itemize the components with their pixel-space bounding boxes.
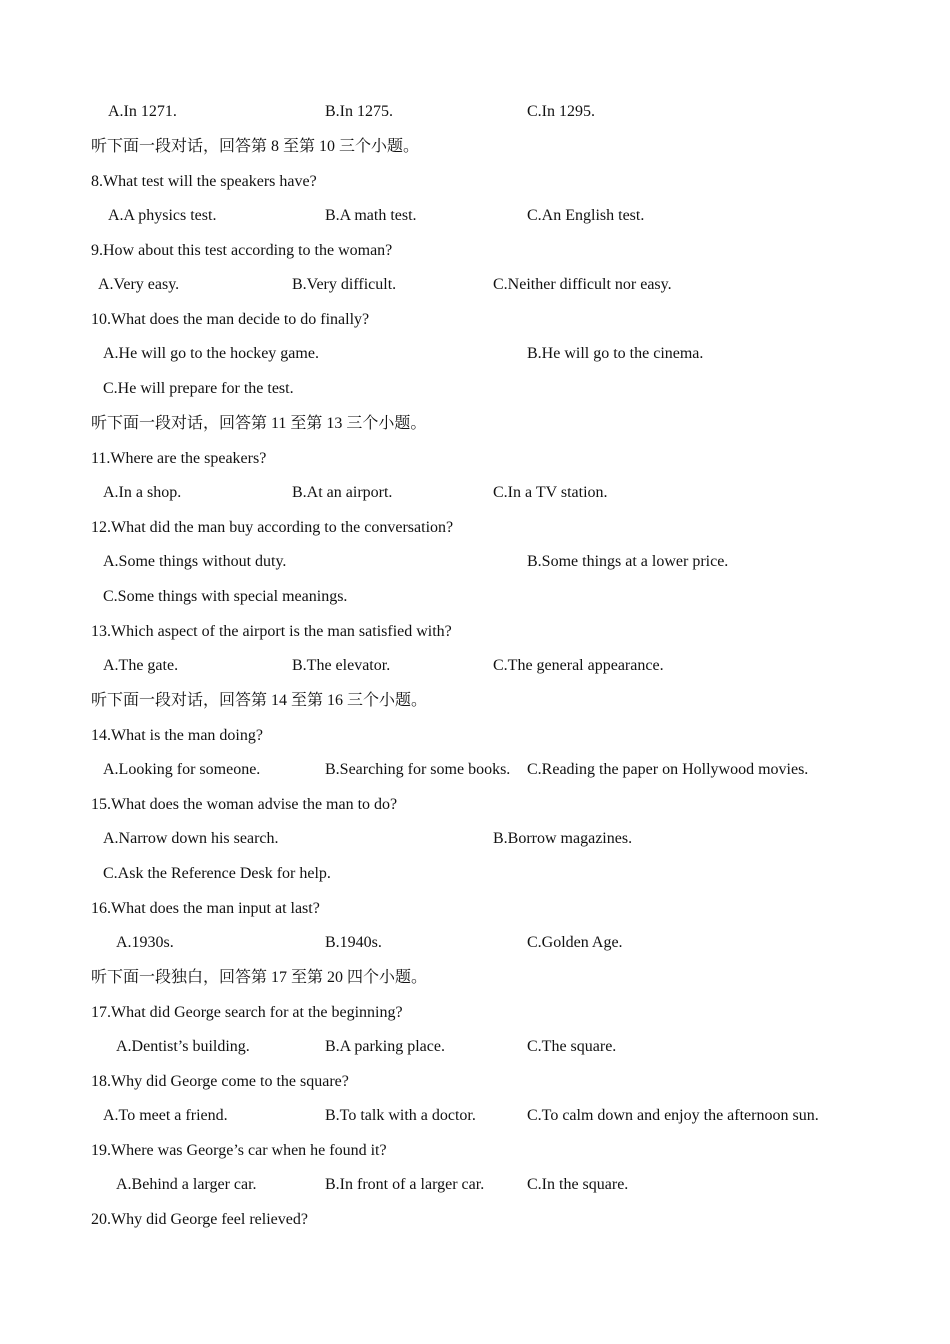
q7-option-a: A.In 1271.	[108, 103, 177, 120]
q15-option-a: A.Narrow down his search.	[103, 830, 279, 847]
question-11: 11.Where are the speakers?	[91, 450, 267, 467]
q16-option-a: A.1930s.	[116, 934, 174, 951]
question-19: 19.Where was George’s car when he found it?	[91, 1142, 387, 1159]
question-8: 8.What test will the speakers have?	[91, 173, 317, 190]
question-17: 17.What did George search for at the beginning?	[91, 1004, 403, 1021]
section-instruction-14-16: 听下面一段对话，回答第 14 至第 16 三个小题。	[91, 692, 428, 709]
q12-option-c: C.Some things with special meanings.	[103, 588, 348, 605]
q15-option-b: B.Borrow magazines.	[493, 830, 633, 847]
question-13: 13.Which aspect of the airport is the man satisfied with?	[91, 623, 452, 640]
question-18: 18.Why did George come to the square?	[91, 1073, 349, 1090]
q14-option-c: C.Reading the paper on Hollywood movies.	[527, 761, 809, 778]
q13-option-b: B.The elevator.	[292, 657, 391, 674]
q14-option-b: B.Searching for some books.	[325, 761, 511, 778]
q18-option-c: C.To calm down and enjoy the afternoon sun.	[527, 1107, 819, 1124]
q17-option-c: C.The square.	[527, 1038, 617, 1055]
q9-option-b: B.Very difficult.	[292, 276, 397, 293]
question-20: 20.Why did George feel relieved?	[91, 1211, 308, 1228]
q11-option-a: A.In a shop.	[103, 484, 182, 501]
q10-option-c: C.He will prepare for the test.	[103, 380, 294, 397]
q16-option-b: B.1940s.	[325, 934, 382, 951]
section-instruction-17-20: 听下面一段独白，回答第 17 至第 20 四个小题。	[91, 969, 428, 986]
question-10: 10.What does the man decide to do finally?	[91, 311, 370, 328]
q9-option-a: A.Very easy.	[98, 276, 180, 293]
q13-option-a: A.The gate.	[103, 657, 179, 674]
question-16: 16.What does the man input at last?	[91, 900, 320, 917]
q11-option-b: B.At an airport.	[292, 484, 393, 501]
q19-option-c: C.In the square.	[527, 1176, 629, 1193]
q18-option-a: A.To meet a friend.	[103, 1107, 228, 1124]
question-9: 9.How about this test according to the woman?	[91, 242, 393, 259]
q14-option-a: A.Looking for someone.	[103, 761, 261, 778]
q10-option-a: A.He will go to the hockey game.	[103, 345, 319, 362]
question-15: 15.What does the woman advise the man to do?	[91, 796, 398, 813]
q8-option-b: B.A math test.	[325, 207, 417, 224]
q18-option-b: B.To talk with a doctor.	[325, 1107, 476, 1124]
q7-option-c: C.In 1295.	[527, 103, 595, 120]
section-instruction-8-10: 听下面一段对话，回答第 8 至第 10 三个小题。	[91, 138, 420, 155]
q10-option-b: B.He will go to the cinema.	[527, 345, 704, 362]
q15-option-c: C.Ask the Reference Desk for help.	[103, 865, 331, 882]
q8-option-a: A.A physics test.	[108, 207, 217, 224]
question-12: 12.What did the man buy according to the conversation?	[91, 519, 454, 536]
q7-option-b: B.In 1275.	[325, 103, 393, 120]
q19-option-b: B.In front of a larger car.	[325, 1176, 485, 1193]
q13-option-c: C.The general appearance.	[493, 657, 664, 674]
q17-option-b: B.A parking place.	[325, 1038, 445, 1055]
q8-option-c: C.An English test.	[527, 207, 645, 224]
q11-option-c: C.In a TV station.	[493, 484, 608, 501]
q16-option-c: C.Golden Age.	[527, 934, 623, 951]
q12-option-a: A.Some things without duty.	[103, 553, 287, 570]
q9-option-c: C.Neither difficult nor easy.	[493, 276, 672, 293]
q12-option-b: B.Some things at a lower price.	[527, 553, 729, 570]
q19-option-a: A.Behind a larger car.	[116, 1176, 257, 1193]
section-instruction-11-13: 听下面一段对话，回答第 11 至第 13 三个小题。	[91, 415, 427, 432]
question-14: 14.What is the man doing?	[91, 727, 263, 744]
q17-option-a: A.Dentist’s building.	[116, 1038, 250, 1055]
